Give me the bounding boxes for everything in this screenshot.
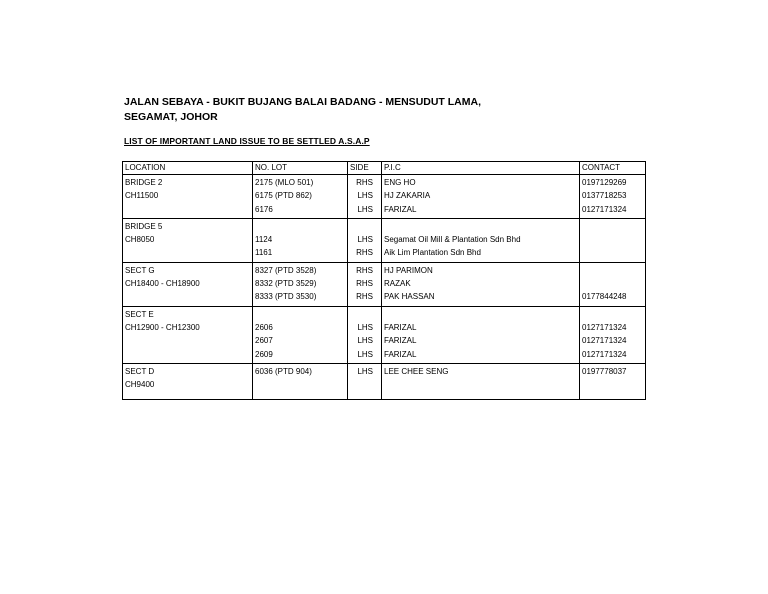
location-cell: [123, 363, 253, 400]
location-cell: [123, 306, 253, 363]
side-value: [350, 308, 373, 321]
side-value: RHS: [356, 279, 373, 289]
contact-value: [582, 220, 643, 233]
title-line-1: JALAN SEBAYA - BUKIT BUJANG BALAI BADANG - MENSUDUT LAMA,: [124, 96, 482, 108]
contact-value: 0197778037: [582, 366, 627, 376]
side-value: LHS: [357, 322, 373, 332]
side-value: LHS: [357, 349, 373, 359]
lot-value: 6175 (PTD 862): [255, 191, 312, 201]
land-issue-table: [122, 161, 646, 400]
side-cell: [348, 175, 382, 219]
pic-cell: [382, 175, 580, 219]
side-value: RHS: [356, 292, 373, 302]
location-name: SECT D: [125, 366, 155, 376]
lot-cell: [253, 306, 348, 363]
table-row: [123, 175, 646, 219]
table-row: [123, 363, 646, 400]
side-cell: [348, 306, 382, 363]
lot-value: 2175 (MLO 501): [255, 178, 314, 187]
pic-value: Aik Lim Plantation Sdn Bhd: [384, 248, 481, 258]
contact-cell: [580, 218, 646, 262]
pic-value: RAZAK: [384, 279, 411, 289]
pic-value: FARIZAL: [384, 336, 417, 346]
lot-value: 1161: [255, 248, 273, 258]
lot-value: 6036 (PTD 904): [255, 366, 312, 376]
lot-value: 2609: [255, 349, 273, 359]
pic-value: HJ ZAKARIA: [384, 191, 431, 201]
pic-value: [384, 220, 577, 233]
location-chainage: CH8050: [125, 235, 155, 245]
pic-cell: [382, 262, 580, 306]
contact-value: [582, 264, 643, 277]
lot-value: 1124: [255, 235, 273, 245]
contact-value: [582, 233, 643, 246]
pic-value: HJ PARIMON: [384, 265, 433, 275]
contact-cell: [580, 175, 646, 219]
side-value: LHS: [357, 366, 373, 376]
document-title: [124, 95, 644, 125]
side-value: LHS: [357, 191, 373, 201]
location-name: SECT E: [125, 309, 154, 319]
lot-value: [255, 220, 345, 233]
table-row: [123, 262, 646, 306]
side-cell: [348, 218, 382, 262]
side-value: LHS: [357, 336, 373, 346]
contact-value: 0137718253: [582, 191, 627, 201]
document-subtitle: LIST OF IMPORTANT LAND ISSUE TO BE SETTLED A.S.A.P: [124, 136, 370, 146]
table-header-row: [123, 162, 646, 175]
lot-value: 2607: [255, 336, 273, 346]
contact-value: 0177844248: [582, 292, 627, 302]
header-pic: P.I.C: [382, 162, 580, 175]
lot-cell: [253, 218, 348, 262]
contact-cell: [580, 363, 646, 400]
pic-value: FARIZAL: [384, 349, 417, 359]
contact-value: [582, 246, 643, 259]
contact-cell: [580, 306, 646, 363]
table-row: [123, 306, 646, 363]
lot-cell: [253, 175, 348, 219]
lot-value: 2606: [255, 322, 273, 332]
location-chainage: CH11500: [125, 191, 159, 201]
pic-cell: [382, 363, 580, 400]
contact-value: 0127171324: [582, 204, 627, 214]
pic-value: FARIZAL: [384, 204, 417, 214]
lot-value: 8333 (PTD 3530): [255, 292, 317, 302]
pic-value: [384, 308, 577, 321]
lot-value: 8332 (PTD 3529): [255, 279, 317, 289]
table-row: [123, 218, 646, 262]
side-value: RHS: [356, 178, 373, 187]
contact-value: 0127171324: [582, 322, 627, 332]
lot-value: 6176: [255, 204, 273, 214]
title-line-2: SEGAMAT, JOHOR: [124, 111, 218, 123]
side-value: [350, 220, 373, 233]
contact-value: [582, 308, 643, 321]
contact-value: 0127171324: [582, 349, 627, 359]
side-cell: [348, 262, 382, 306]
location-name: BRIDGE 2: [125, 178, 163, 187]
contact-value: 0197129269: [582, 178, 627, 187]
header-lot: NO. LOT: [253, 162, 348, 175]
header-side: SIDE: [348, 162, 382, 175]
side-value: RHS: [356, 265, 373, 275]
lot-cell: [253, 363, 348, 400]
location-cell: [123, 218, 253, 262]
contact-value: 0127171324: [582, 336, 627, 346]
location-name: SECT G: [125, 265, 155, 275]
pic-value: Segamat Oil Mill & Plantation Sdn Bhd: [384, 235, 521, 245]
pic-value: ENG HO: [384, 178, 416, 187]
side-value: LHS: [357, 235, 373, 245]
location-cell: [123, 262, 253, 306]
contact-cell: [580, 262, 646, 306]
header-contact: CONTACT: [580, 162, 646, 175]
location-chainage: CH18400 - CH18900: [125, 279, 200, 289]
location-cell: [123, 175, 253, 219]
side-value: RHS: [356, 248, 373, 258]
location-name: BRIDGE 5: [125, 221, 163, 231]
pic-value: PAK HASSAN: [384, 292, 435, 302]
pic-cell: [382, 306, 580, 363]
lot-value: [255, 308, 345, 321]
pic-value: LEE CHEE SENG: [384, 366, 449, 376]
pic-cell: [382, 218, 580, 262]
contact-value: [582, 277, 643, 290]
location-chainage: CH12900 - CH12300: [125, 322, 200, 332]
header-location: LOCATION: [123, 162, 253, 175]
side-value: LHS: [357, 204, 373, 214]
side-cell: [348, 363, 382, 400]
location-chainage: CH9400: [125, 380, 155, 390]
lot-cell: [253, 262, 348, 306]
pic-value: FARIZAL: [384, 322, 417, 332]
lot-value: 8327 (PTD 3528): [255, 265, 317, 275]
